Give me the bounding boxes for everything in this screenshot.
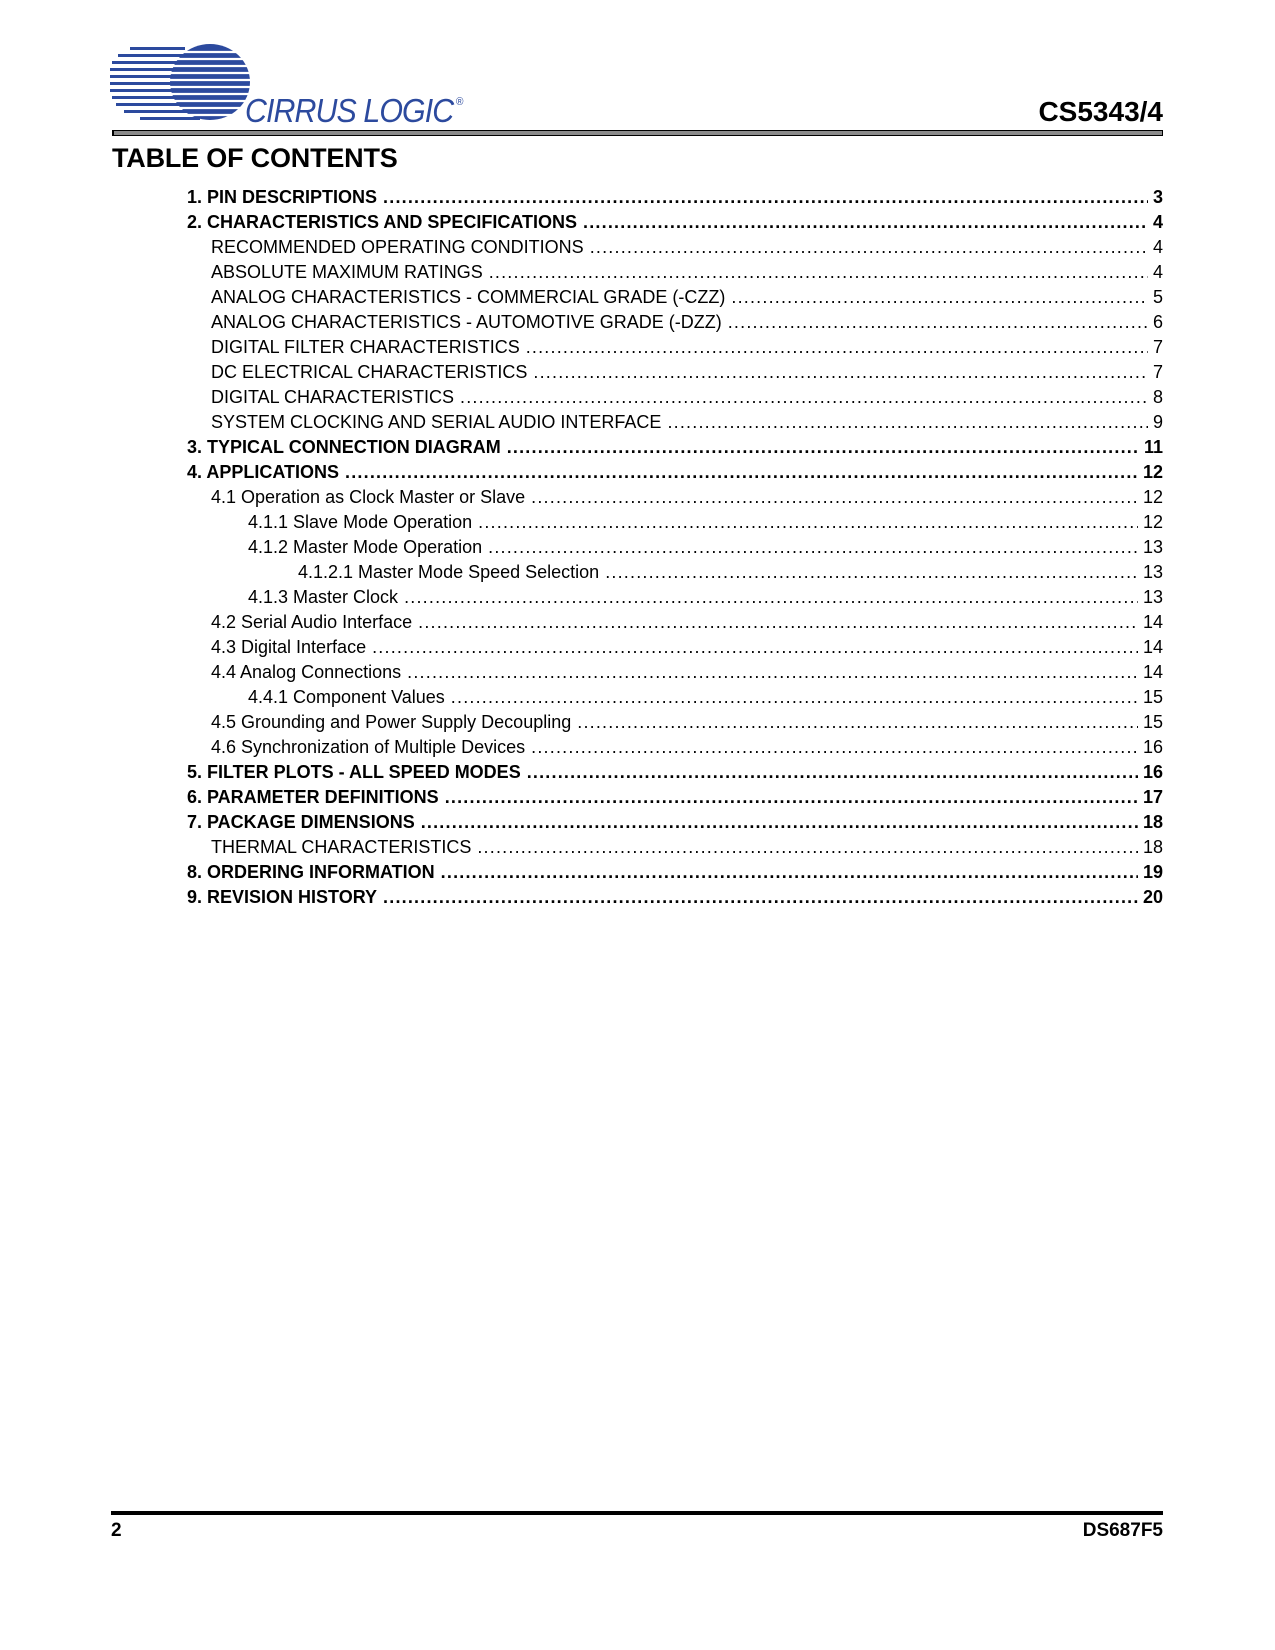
toc-entry-label[interactable]: DIGITAL FILTER CHARACTERISTICS xyxy=(211,337,520,357)
toc-entry-label[interactable]: SYSTEM CLOCKING AND SERIAL AUDIO INTERFACE xyxy=(211,412,662,432)
toc-entry-page[interactable]: 13 xyxy=(1142,537,1163,557)
toc-entry-page[interactable]: 18 xyxy=(1142,837,1163,857)
footer-doc-id: DS687F5 xyxy=(1082,1520,1163,1541)
toc-entry[interactable] xyxy=(0,461,1163,486)
toc-dot-leader xyxy=(728,311,1148,333)
toc-entry-label[interactable]: 4.3 Digital Interface xyxy=(211,637,367,657)
toc-entry[interactable] xyxy=(0,786,1163,811)
toc-entry-label[interactable]: 7. PACKAGE DIMENSIONS xyxy=(187,812,415,832)
toc-entry[interactable] xyxy=(0,486,1163,511)
toc-entry-page[interactable]: 16 xyxy=(1142,737,1163,757)
toc-dot-leader xyxy=(441,861,1138,883)
toc-entry-page[interactable]: 18 xyxy=(1142,812,1163,832)
toc-entry-page[interactable]: 6 xyxy=(1152,312,1163,332)
toc-entry-label[interactable]: 1. PIN DESCRIPTIONS xyxy=(187,187,378,207)
document-part-number: CS5343/4 xyxy=(1038,96,1163,127)
toc-entry[interactable] xyxy=(0,686,1163,711)
toc-entry-label[interactable]: ABSOLUTE MAXIMUM RATINGS xyxy=(211,262,483,282)
toc-entry-label[interactable]: 3. TYPICAL CONNECTION DIAGRAM xyxy=(187,437,501,457)
toc-entry-label[interactable]: THERMAL CHARACTERISTICS xyxy=(211,837,472,857)
toc-dot-leader xyxy=(383,886,1138,908)
toc-entry-label[interactable]: 4.1 Operation as Clock Master or Slave xyxy=(211,487,526,507)
toc-entry[interactable] xyxy=(0,286,1163,311)
toc-entry[interactable] xyxy=(0,386,1163,411)
toc-entry-page[interactable]: 11 xyxy=(1143,437,1163,457)
toc-dot-leader xyxy=(583,211,1148,233)
toc-dot-leader xyxy=(407,661,1138,683)
toc-entry-label[interactable]: 5. FILTER PLOTS - ALL SPEED MODES xyxy=(187,762,521,782)
header-divider xyxy=(112,130,1163,136)
toc-entry-page[interactable]: 12 xyxy=(1142,487,1163,507)
toc-entry[interactable] xyxy=(0,761,1163,786)
toc-entry[interactable] xyxy=(0,511,1163,536)
toc-dot-leader xyxy=(507,436,1139,458)
toc-entry[interactable] xyxy=(0,561,1163,586)
toc-entry[interactable] xyxy=(0,886,1163,911)
toc-dot-leader xyxy=(451,686,1138,708)
toc-dot-leader xyxy=(421,811,1138,833)
toc-entry-page[interactable]: 14 xyxy=(1142,662,1163,682)
toc-entry-label[interactable]: 4.5 Grounding and Power Supply Decoupling xyxy=(211,712,572,732)
toc-dot-leader xyxy=(531,736,1138,758)
toc-entry-page[interactable]: 9 xyxy=(1152,412,1163,432)
toc-entry-page[interactable]: 17 xyxy=(1142,787,1163,807)
cirrus-logo-swoosh-icon xyxy=(110,42,255,124)
toc-entry[interactable] xyxy=(0,661,1163,686)
toc-entry[interactable] xyxy=(0,186,1163,211)
toc-entry-page[interactable]: 20 xyxy=(1142,887,1163,907)
toc-entry-label[interactable]: 4.1.2 Master Mode Operation xyxy=(248,537,483,557)
toc-entry-page[interactable]: 14 xyxy=(1142,637,1163,657)
toc-entry-label[interactable]: 4.1.3 Master Clock xyxy=(248,587,399,607)
toc-entry-label[interactable]: DIGITAL CHARACTERISTICS xyxy=(211,387,455,407)
toc-entry[interactable] xyxy=(0,436,1163,461)
toc-dot-leader xyxy=(731,286,1148,308)
toc-entry-label[interactable]: 2. CHARACTERISTICS AND SPECIFICATIONS xyxy=(187,212,578,232)
toc-dot-leader xyxy=(577,711,1138,733)
toc-entry-label[interactable]: RECOMMENDED OPERATING CONDITIONS xyxy=(211,237,584,257)
toc-dot-leader xyxy=(488,536,1138,558)
toc-entry[interactable] xyxy=(0,236,1163,261)
toc-entry[interactable] xyxy=(0,836,1163,861)
toc-dot-leader xyxy=(489,261,1148,283)
toc-entry[interactable] xyxy=(0,586,1163,611)
toc-entry[interactable] xyxy=(0,361,1163,386)
toc-entry-page[interactable]: 15 xyxy=(1142,712,1163,732)
toc-entry-page[interactable]: 8 xyxy=(1152,387,1163,407)
toc-dot-leader xyxy=(590,236,1148,258)
toc-entry-label[interactable]: 8. ORDERING INFORMATION xyxy=(187,862,435,882)
cirrus-logic-logo xyxy=(110,42,480,128)
toc-entry-label[interactable]: 4.1.2.1 Master Mode Speed Selection xyxy=(298,562,600,582)
toc-dot-leader xyxy=(383,186,1148,208)
toc-entry-label[interactable]: 9. REVISION HISTORY xyxy=(187,887,378,907)
toc-entry-page[interactable]: 3 xyxy=(1152,187,1163,207)
toc-entry[interactable] xyxy=(0,736,1163,761)
toc-entry-page[interactable]: 7 xyxy=(1152,337,1163,357)
toc-entry[interactable] xyxy=(0,536,1163,561)
toc-entry-label[interactable]: 4.4.1 Component Values xyxy=(248,687,445,707)
toc-entry-page[interactable]: 4 xyxy=(1152,212,1163,232)
toc-entry[interactable] xyxy=(0,636,1163,661)
table-of-contents xyxy=(0,186,1163,911)
toc-dot-leader xyxy=(445,786,1138,808)
toc-entry-label[interactable]: ANALOG CHARACTERISTICS - COMMERCIAL GRADE (-CZZ) xyxy=(211,287,726,307)
toc-dot-leader xyxy=(372,636,1138,658)
toc-heading: TABLE OF CONTENTS xyxy=(112,143,398,173)
toc-dot-leader xyxy=(478,511,1138,533)
toc-entry-page[interactable]: 19 xyxy=(1142,862,1163,882)
toc-entry[interactable] xyxy=(0,211,1163,236)
toc-entry[interactable] xyxy=(0,811,1163,836)
toc-entry-label[interactable]: 4.1.1 Slave Mode Operation xyxy=(248,512,473,532)
toc-entry-page[interactable]: 13 xyxy=(1142,562,1163,582)
toc-dot-leader xyxy=(667,411,1148,433)
toc-entry-page[interactable]: 15 xyxy=(1142,687,1163,707)
footer-page-number: 2 xyxy=(111,1520,122,1541)
toc-dot-leader xyxy=(477,836,1138,858)
toc-entry[interactable] xyxy=(0,311,1163,336)
toc-entry-page[interactable]: 5 xyxy=(1152,287,1163,307)
toc-entry-label[interactable]: 4.4 Analog Connections xyxy=(211,662,402,682)
toc-entry-page[interactable]: 4 xyxy=(1152,262,1163,282)
registered-mark: ® xyxy=(456,96,463,108)
toc-dot-leader xyxy=(531,486,1138,508)
toc-dot-leader xyxy=(527,761,1138,783)
toc-entry[interactable] xyxy=(0,261,1163,286)
toc-dot-leader xyxy=(345,461,1138,483)
toc-dot-leader xyxy=(418,611,1138,633)
toc-dot-leader xyxy=(460,386,1148,408)
toc-entry-label[interactable]: 6. PARAMETER DEFINITIONS xyxy=(187,787,439,807)
toc-entry[interactable] xyxy=(0,711,1163,736)
toc-entry-page[interactable]: 7 xyxy=(1152,362,1163,382)
toc-entry[interactable] xyxy=(0,411,1163,436)
toc-entry-page[interactable]: 13 xyxy=(1142,587,1163,607)
toc-entry-label[interactable]: ANALOG CHARACTERISTICS - AUTOMOTIVE GRADE (-DZZ) xyxy=(211,312,722,332)
toc-entry-label[interactable]: 4. APPLICATIONS xyxy=(187,462,340,482)
toc-dot-leader xyxy=(605,561,1138,583)
toc-dot-leader xyxy=(533,361,1148,383)
toc-entry[interactable] xyxy=(0,861,1163,886)
toc-entry-label[interactable]: 4.6 Synchronization of Multiple Devices xyxy=(211,737,526,757)
toc-entry-label[interactable]: 4.2 Serial Audio Interface xyxy=(211,612,413,632)
toc-entry-page[interactable]: 16 xyxy=(1142,762,1163,782)
toc-dot-leader xyxy=(526,336,1148,358)
toc-entry-page[interactable]: 12 xyxy=(1142,462,1163,482)
toc-entry-page[interactable]: 14 xyxy=(1142,612,1163,632)
toc-entry-label[interactable]: DC ELECTRICAL CHARACTERISTICS xyxy=(211,362,528,382)
toc-entry-page[interactable]: 12 xyxy=(1142,512,1163,532)
footer-divider xyxy=(111,1511,1163,1515)
logo-wordmark: CIRRUS LOGIC ® xyxy=(245,92,463,129)
toc-entry-page[interactable]: 4 xyxy=(1152,237,1163,257)
toc-entry[interactable] xyxy=(0,336,1163,361)
toc-entry[interactable] xyxy=(0,611,1163,636)
toc-dot-leader xyxy=(404,586,1138,608)
